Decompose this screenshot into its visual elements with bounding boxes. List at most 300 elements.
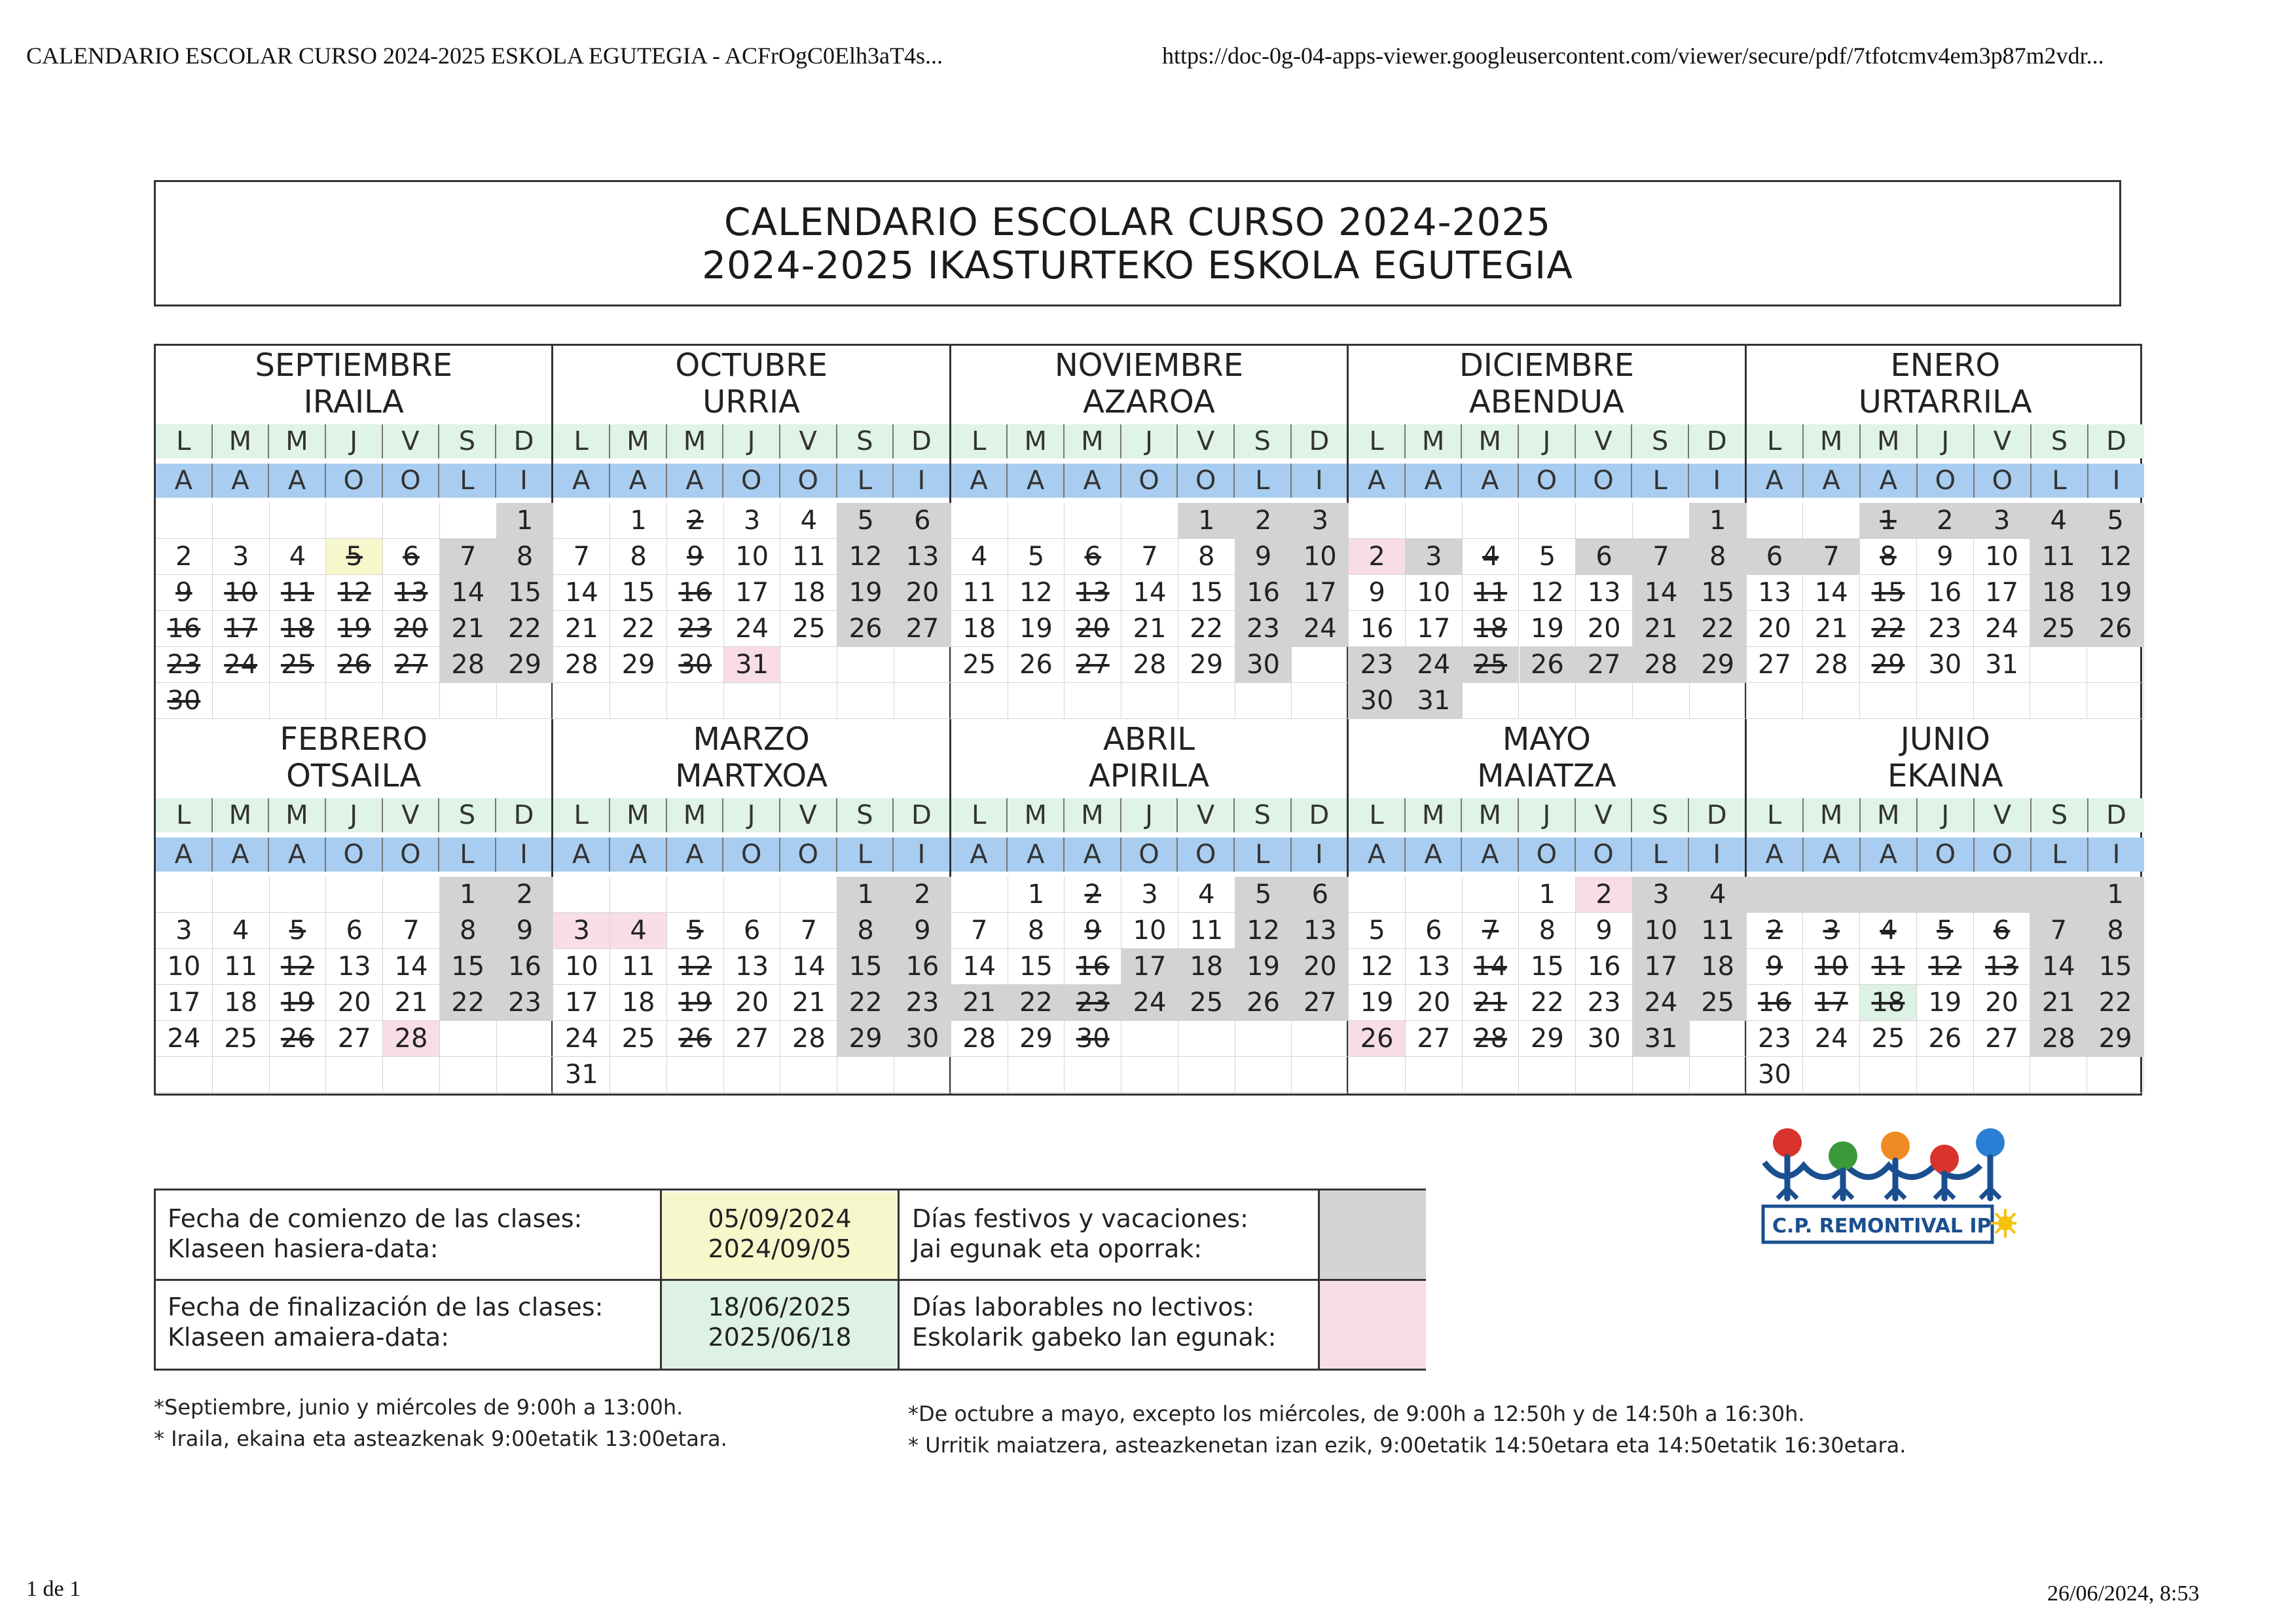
weekday-header-es (156, 798, 551, 832)
calendar-day: 31 (724, 647, 781, 683)
calendar-day: 1 (1860, 503, 1917, 539)
month-maiatza (1349, 720, 1746, 1094)
weekday-label: M (1804, 424, 1861, 458)
calendar-empty-cell (440, 683, 497, 719)
month-name-eu: MARTXOA (675, 758, 828, 794)
calendar-empty-cell (553, 683, 610, 719)
calendar-day: 7 (1633, 539, 1690, 575)
calendar-empty-cell (1860, 1057, 1917, 1093)
calendar-day: 21 (1633, 611, 1690, 647)
non-teaching-legend-label: Días laborables no lectivos: Eskolarik gabeko lan egunak: (912, 1293, 1277, 1352)
weekday-label: I (917, 466, 926, 496)
weekday-label: O (723, 838, 780, 872)
calendar-day: 25 (610, 1021, 667, 1057)
calendar-day: 17 (1121, 949, 1178, 985)
calendar-day: 28 (780, 1021, 837, 1057)
calendar-day: 4 (1690, 877, 1747, 913)
weekday-label: L (837, 464, 894, 498)
calendar-day: 9 (1917, 539, 1974, 575)
month-name-eu: AZAROA (1083, 384, 1215, 420)
calendar-empty-cell (1463, 683, 1520, 719)
weekday-label: D (911, 426, 932, 456)
calendar-day: 22 (497, 611, 554, 647)
weekday-label: D (513, 426, 534, 456)
calendar-day: 4 (1463, 539, 1520, 575)
weekday-label: A (951, 464, 1008, 498)
calendar-day: 12 (667, 949, 724, 985)
calendar-day: 25 (951, 647, 1008, 683)
calendar-empty-cell (951, 877, 1008, 913)
weekday-label: V (1178, 424, 1235, 458)
calendar-day: 7 (951, 913, 1008, 949)
calendar-day: 8 (837, 913, 894, 949)
calendar-empty-cell (497, 683, 554, 719)
weekday-label: O (780, 464, 837, 498)
calendar-day: 12 (2087, 539, 2144, 575)
calendar-empty-cell (951, 683, 1008, 719)
month-name-es: NOVIEMBRE (1054, 347, 1244, 384)
calendar-day: 25 (1463, 647, 1520, 683)
calendar-day: 31 (1974, 647, 2031, 683)
calendar-day: 30 (894, 1021, 951, 1057)
calendar-day: 8 (1860, 539, 1917, 575)
calendar-day: 6 (894, 503, 951, 539)
weekday-label: O (383, 838, 440, 872)
calendar-empty-cell (724, 683, 781, 719)
calendar-day: 6 (1406, 913, 1463, 949)
calendar-day: 16 (1747, 985, 1804, 1021)
calendar-day: 16 (667, 575, 724, 611)
calendar-empty-cell (1065, 1057, 1121, 1093)
weekday-label: A (156, 838, 213, 872)
calendar-day: 12 (1349, 949, 1406, 985)
calendar-day: 12 (1235, 913, 1292, 949)
calendar-day: 24 (1633, 985, 1690, 1021)
calendar-day: 18 (213, 985, 270, 1021)
weekday-label: L (1235, 464, 1292, 498)
calendar-day: 28 (951, 1021, 1008, 1057)
calendar-empty-cell (497, 1021, 554, 1057)
calendar-day: 21 (2030, 985, 2087, 1021)
calendar-day: 5 (1008, 539, 1065, 575)
month-name-es: ENERO (1890, 347, 2001, 384)
calendar-empty-cell (837, 647, 894, 683)
weekday-label: D (1706, 426, 1727, 456)
calendar-day: 29 (2087, 1021, 2144, 1057)
calendar-day: 25 (1690, 985, 1747, 1021)
weekday-label: I (1713, 466, 1721, 496)
weekday-label: D (513, 800, 534, 830)
weekday-label: L (1349, 798, 1406, 832)
weekday-label: V (780, 424, 837, 458)
month-name-eu: URTARRILA (1858, 384, 2032, 420)
calendar-day: 22 (1690, 611, 1747, 647)
calendar-empty-cell (1292, 647, 1349, 683)
weekday-label: O (1576, 464, 1633, 498)
weekday-label: J (1121, 798, 1178, 832)
weekday-label: I (2112, 840, 2121, 870)
calendar-day: 10 (1292, 539, 1349, 575)
weekday-label: O (780, 838, 837, 872)
weekday-header-eu (553, 838, 949, 872)
weekday-header-eu (1349, 838, 1744, 872)
calendar-day: 22 (1520, 985, 1576, 1021)
calendar-day: 29 (1008, 1021, 1065, 1057)
month-iraila (156, 346, 553, 720)
weekday-label: A (1065, 464, 1121, 498)
calendar-empty-cell (1633, 503, 1690, 539)
weekday-label: V (1576, 424, 1633, 458)
calendar-day: 26 (837, 611, 894, 647)
weekday-header-es (1349, 424, 1744, 458)
calendar-day: 15 (497, 575, 554, 611)
calendar-empty-cell (1406, 503, 1463, 539)
calendar-day: 13 (724, 949, 781, 985)
calendar-day: 21 (951, 985, 1008, 1021)
weekday-label: D (911, 800, 932, 830)
calendar-empty-cell (780, 1057, 837, 1093)
calendar-empty-cell (1576, 1057, 1633, 1093)
calendar-empty-cell (156, 877, 213, 913)
weekday-header-eu (156, 838, 551, 872)
calendar-day: 16 (1235, 575, 1292, 611)
calendar-day: 27 (1576, 647, 1633, 683)
calendar-day: 19 (1008, 611, 1065, 647)
calendar-day: 11 (270, 575, 327, 611)
day-grid (156, 503, 551, 719)
calendar-empty-cell (1121, 1057, 1178, 1093)
calendar-day: 17 (553, 985, 610, 1021)
calendar-day: 26 (1349, 1021, 1406, 1057)
month-ekaina (1747, 720, 2144, 1094)
calendar-day: 4 (1178, 877, 1235, 913)
calendar-day: 5 (837, 503, 894, 539)
calendar-day: 3 (1974, 503, 2031, 539)
weekday-label: O (1519, 838, 1576, 872)
calendar-title-eu: 2024-2025 IKASTURTEKO ESKOLA EGUTEGIA (702, 243, 1573, 287)
calendar-day: 19 (837, 575, 894, 611)
weekday-label: M (667, 798, 724, 832)
weekday-label: O (723, 464, 780, 498)
calendar-day: 29 (1690, 647, 1747, 683)
weekday-label: A (1065, 838, 1121, 872)
weekday-label: L (156, 798, 213, 832)
calendar-day: 29 (1860, 647, 1917, 683)
calendar-day: 21 (1463, 985, 1520, 1021)
month-name-eu: EKAINA (1887, 758, 2003, 794)
holiday-legend-label: Días festivos y vacaciones: Jai egunak eta oporrak: (912, 1204, 1248, 1263)
month-name-es: ABRIL (1102, 721, 1195, 758)
calendar-empty-cell (270, 503, 327, 539)
weekday-label: M (1462, 424, 1519, 458)
calendar-day: 30 (1235, 647, 1292, 683)
calendar-empty-cell (837, 1057, 894, 1093)
calendar-day: 18 (2030, 575, 2087, 611)
calendar-day: 1 (1520, 877, 1576, 913)
calendar-day: 24 (1803, 1021, 1860, 1057)
calendar-day: 18 (610, 985, 667, 1021)
calendar-empty-cell (2087, 683, 2144, 719)
weekday-label: M (269, 424, 326, 458)
calendar-empty-cell (1576, 683, 1633, 719)
calendar-day: 13 (326, 949, 383, 985)
calendar-day: 28 (1633, 647, 1690, 683)
calendar-day: 23 (1065, 985, 1121, 1021)
calendar-day: 20 (383, 611, 440, 647)
calendar-day: 4 (2030, 503, 2087, 539)
calendar-empty-cell (667, 877, 724, 913)
weekday-header-es (951, 424, 1347, 458)
weekday-label: M (610, 798, 667, 832)
calendar-day: 28 (440, 647, 497, 683)
calendar-day: 18 (1860, 985, 1917, 1021)
calendar-day: 8 (1178, 539, 1235, 575)
weekday-label: A (269, 464, 326, 498)
weekday-label: S (439, 798, 496, 832)
holiday-swatch (1320, 1190, 1426, 1279)
calendar-day: 30 (156, 683, 213, 719)
calendar-day: 19 (667, 985, 724, 1021)
weekday-label: A (1406, 838, 1463, 872)
weekday-label: O (326, 464, 383, 498)
weekday-label: I (520, 840, 528, 870)
calendar-day: 8 (440, 913, 497, 949)
weekday-label: O (1975, 464, 2032, 498)
weekday-label: M (213, 798, 270, 832)
calendar-day: 10 (553, 949, 610, 985)
calendar-day: 27 (1065, 647, 1121, 683)
calendar-day: 16 (1576, 949, 1633, 985)
calendar-day: 28 (1803, 647, 1860, 683)
weekday-header-es (951, 798, 1347, 832)
month-name-eu: MAIATZA (1477, 758, 1616, 794)
calendar-day: 19 (326, 611, 383, 647)
weekday-label: V (780, 798, 837, 832)
calendar-day: 26 (1235, 985, 1292, 1021)
calendar-day: 24 (1974, 611, 2031, 647)
weekday-label: J (1121, 424, 1178, 458)
month-name-es: MARZO (693, 721, 810, 758)
weekday-label: S (837, 798, 894, 832)
calendar-day: 4 (270, 539, 327, 575)
calendar-day: 29 (1520, 1021, 1576, 1057)
calendar-empty-cell (383, 503, 440, 539)
calendar-empty-cell (1292, 1021, 1349, 1057)
calendar-empty-cell (383, 683, 440, 719)
calendar-empty-cell (270, 683, 327, 719)
calendar-empty-cell (724, 1057, 781, 1093)
calendar-day: 12 (270, 949, 327, 985)
weekday-label: A (553, 838, 610, 872)
calendar-empty-cell (1463, 1057, 1520, 1093)
calendar-empty-cell (1974, 877, 2031, 913)
calendar-empty-cell (1463, 503, 1520, 539)
calendar-day: 28 (2030, 1021, 2087, 1057)
start-label: Fecha de comienzo de las clases: Klaseen hasiera-data: (168, 1204, 583, 1263)
calendar-empty-cell (1178, 1057, 1235, 1093)
weekday-label: L (2032, 464, 2088, 498)
month-name-es: OCTUBRE (675, 347, 828, 384)
calendar-empty-cell (2087, 1057, 2144, 1093)
legend-table (154, 1189, 1426, 1371)
calendar-empty-cell (1235, 1057, 1292, 1093)
calendar-day: 10 (1974, 539, 2031, 575)
calendar-empty-cell (270, 1057, 327, 1093)
weekday-label: J (723, 798, 780, 832)
calendar-day: 27 (1747, 647, 1804, 683)
weekday-label: O (1576, 838, 1633, 872)
weekday-label: D (2106, 426, 2126, 456)
month-apirila (951, 720, 1349, 1094)
calendar-day: 29 (497, 647, 554, 683)
weekday-label: A (1747, 464, 1804, 498)
calendar-empty-cell (1065, 503, 1121, 539)
calendar-day: 20 (326, 985, 383, 1021)
weekday-label: J (723, 424, 780, 458)
calendar-empty-cell (1917, 683, 1974, 719)
calendar-day: 1 (837, 877, 894, 913)
calendar-day: 12 (326, 575, 383, 611)
calendar-day: 9 (156, 575, 213, 611)
calendar-empty-cell (1690, 1021, 1747, 1057)
weekday-label: L (951, 798, 1008, 832)
calendar-day: 25 (270, 647, 327, 683)
weekday-header-eu (951, 464, 1347, 498)
weekday-label: M (1008, 424, 1065, 458)
weekday-label: A (1462, 838, 1519, 872)
calendar-empty-cell (1860, 683, 1917, 719)
weekday-label: V (383, 424, 440, 458)
weekday-header-es (1349, 798, 1744, 832)
weekday-label: M (1008, 798, 1065, 832)
calendar-day: 1 (497, 503, 554, 539)
weekday-header-es (156, 424, 551, 458)
month-otsaila (156, 720, 553, 1094)
calendar-day: 20 (724, 985, 781, 1021)
calendar-day: 5 (1235, 877, 1292, 913)
calendar-empty-cell (1803, 1057, 1860, 1093)
month-name-eu: URRIA (702, 384, 800, 420)
calendar-day: 15 (1520, 949, 1576, 985)
calendar-empty-cell (2030, 1057, 2087, 1093)
calendar-day: 4 (951, 539, 1008, 575)
calendar-day: 9 (497, 913, 554, 949)
calendar-day: 26 (270, 1021, 327, 1057)
calendar-empty-cell (780, 647, 837, 683)
weekday-header-es (1747, 798, 2144, 832)
calendar-day: 14 (553, 575, 610, 611)
calendar-day: 11 (1463, 575, 1520, 611)
calendar-empty-cell (156, 1057, 213, 1093)
weekday-label: O (1178, 464, 1235, 498)
calendar-day: 23 (894, 985, 951, 1021)
calendar-day: 3 (1292, 503, 1349, 539)
calendar-day: 6 (1747, 539, 1804, 575)
calendar-day: 10 (1803, 949, 1860, 985)
calendar-day: 10 (1633, 913, 1690, 949)
calendar-empty-cell (1065, 683, 1121, 719)
calendar-day: 10 (724, 539, 781, 575)
calendar-day: 27 (1974, 1021, 2031, 1057)
calendar-day: 5 (1917, 913, 1974, 949)
weekday-label: L (1349, 424, 1406, 458)
calendar-day: 8 (2087, 913, 2144, 949)
weekday-label: A (1008, 838, 1065, 872)
weekday-label: L (439, 464, 496, 498)
calendar-day: 16 (1065, 949, 1121, 985)
calendar-day: 25 (1178, 985, 1235, 1021)
calendar-day: 18 (1463, 611, 1520, 647)
calendar-title-box (154, 180, 2121, 306)
calendar-day: 2 (1235, 503, 1292, 539)
calendar-empty-cell (780, 683, 837, 719)
weekday-header-eu (1349, 464, 1744, 498)
calendar-empty-cell (1690, 683, 1747, 719)
calendar-day: 14 (440, 575, 497, 611)
weekday-label: S (2032, 424, 2088, 458)
weekday-label: A (1804, 464, 1861, 498)
day-grid (1747, 877, 2144, 1093)
calendar-day: 23 (1917, 611, 1974, 647)
calendar-day: 8 (1008, 913, 1065, 949)
weekday-label: V (1178, 798, 1235, 832)
weekday-header-eu (1747, 464, 2144, 498)
weekday-label: S (1235, 798, 1292, 832)
calendar-day: 20 (1406, 985, 1463, 1021)
day-grid (553, 877, 949, 1093)
calendar-day: 15 (1860, 575, 1917, 611)
calendar-day: 11 (610, 949, 667, 985)
weekday-label: O (1178, 838, 1235, 872)
calendar-day: 11 (1178, 913, 1235, 949)
weekday-label: J (1519, 424, 1576, 458)
month-name-eu: ABENDUA (1468, 384, 1624, 420)
calendar-day: 5 (270, 913, 327, 949)
calendar-day: 11 (780, 539, 837, 575)
calendar-day: 24 (1292, 611, 1349, 647)
calendar-day: 5 (1349, 913, 1406, 949)
calendar-day: 24 (156, 1021, 213, 1057)
weekday-label: I (1315, 466, 1323, 496)
calendar-day: 31 (553, 1057, 610, 1093)
document-url[interactable]: https://doc-0g-04-apps-viewer.googleusercontent.com/viewer/secure/pdf/7tfotcmv4em3p87m2vdr... (1162, 43, 2104, 69)
calendar-day: 13 (1974, 949, 2031, 985)
weekday-label: A (1462, 464, 1519, 498)
calendar-empty-cell (1803, 503, 1860, 539)
calendar-empty-cell (1349, 877, 1406, 913)
calendar-day: 13 (1576, 575, 1633, 611)
month-martxoa (553, 720, 951, 1094)
print-datetime: 26/06/2024, 8:53 (2047, 1581, 2200, 1606)
calendar-empty-cell (1860, 877, 1917, 913)
calendar-empty-cell (1292, 1057, 1349, 1093)
weekday-header-eu (1747, 838, 2144, 872)
calendar-day: 26 (2087, 611, 2144, 647)
calendar-empty-cell (951, 503, 1008, 539)
end-date: 18/06/2025 2025/06/18 (662, 1281, 898, 1369)
weekday-label: A (1349, 464, 1406, 498)
calendar-day: 6 (326, 913, 383, 949)
calendar-day: 30 (1349, 683, 1406, 719)
calendar-day: 9 (667, 539, 724, 575)
weekday-label: L (439, 838, 496, 872)
calendar-empty-cell (1008, 683, 1065, 719)
calendar-day: 9 (1576, 913, 1633, 949)
calendar-empty-cell (497, 1057, 554, 1093)
weekday-label: D (1309, 426, 1330, 456)
calendar-day: 10 (213, 575, 270, 611)
calendar-day: 9 (1747, 949, 1804, 985)
